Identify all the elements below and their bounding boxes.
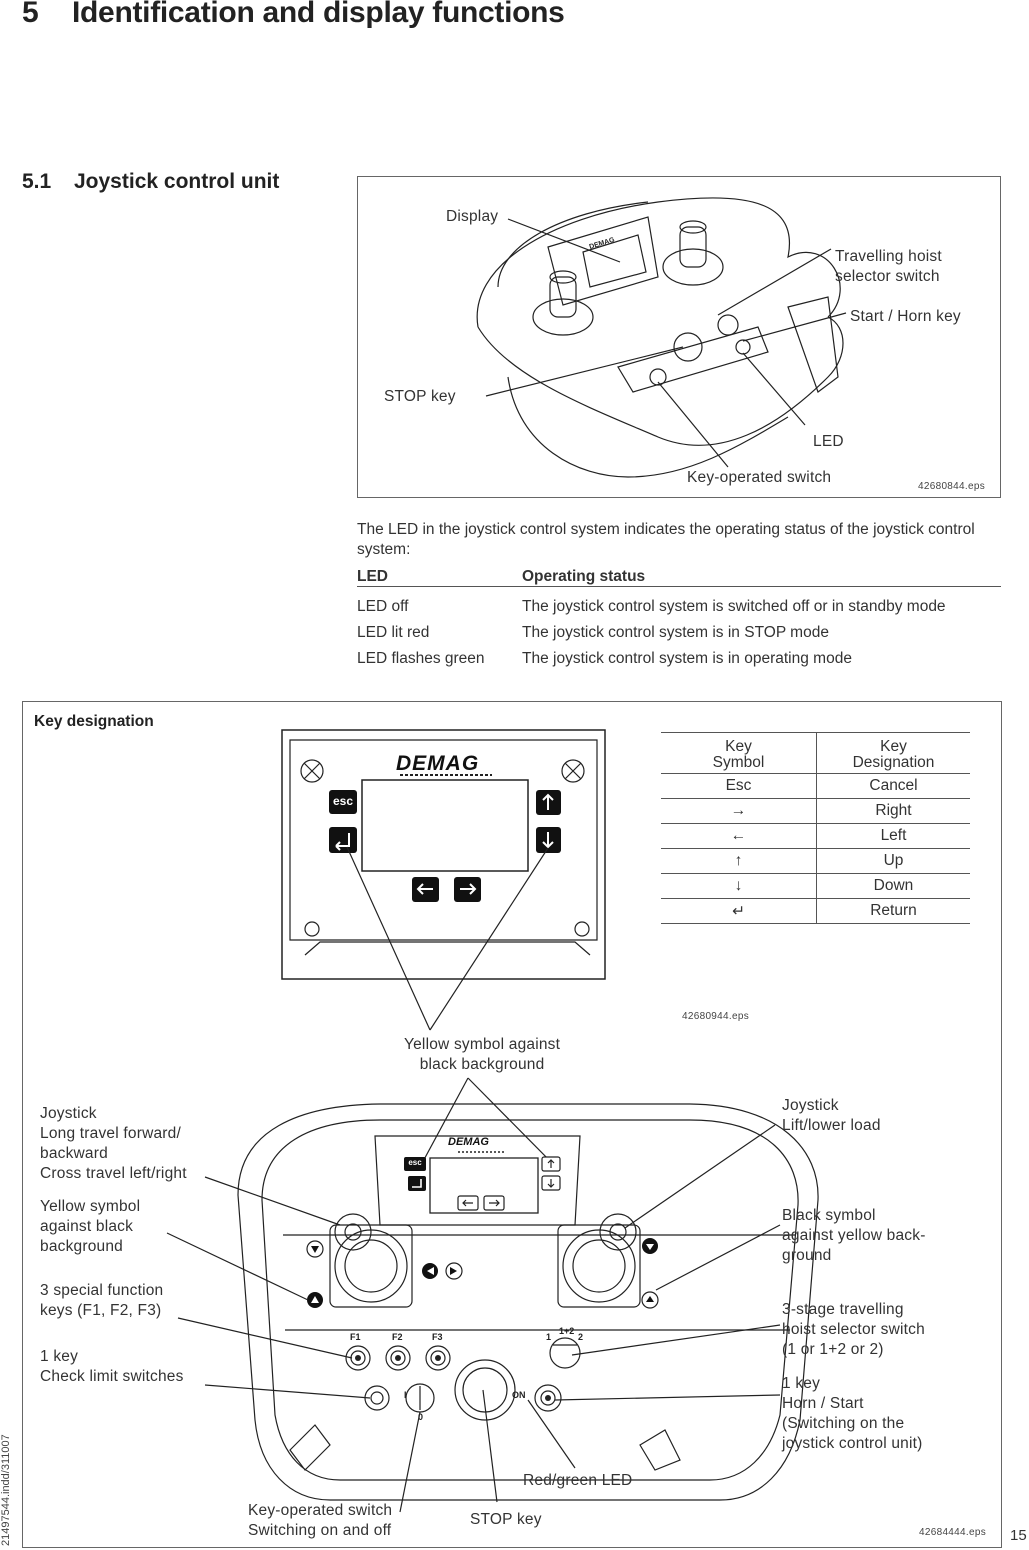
callout-joystick-right: Joystick Lift/lower load [782,1097,881,1134]
callout-special-keys: 3 special function keys (F1, F2, F3) [40,1282,164,1319]
table-row [661,874,970,899]
callout-limit-key: 1 key Check limit switches [40,1348,184,1385]
led-intro-text: The LED in the joystick control system indicates the operating status of the joystick control system: [357,521,975,558]
esc-key-label: esc [332,794,354,808]
callout-travelling-hoist: Travelling hoist selector switch [835,248,942,285]
callout-led: LED [813,433,844,450]
callout-key-switch-fig3: Key-operated switch Switching on and off [248,1502,393,1539]
led-cell: LED off [357,598,409,615]
callout-display: Display [446,208,499,225]
key-symbol: ↵ [661,899,817,924]
status-cell: The joystick control system is in operating mode [522,650,852,667]
fig3-esc-label: esc [408,1158,422,1167]
label-sel-1: 1 [546,1332,552,1342]
table-row [661,824,970,849]
section-number: 5.1 [22,170,52,193]
key-table-header [661,733,970,774]
callout-yellow-symbol-left: Yellow symbol against black background [40,1198,141,1255]
label-one: I [404,1390,407,1400]
led-header-led: LED [357,566,522,587]
key-designation: Left [817,824,971,849]
chapter-title: Identification and display functions [72,0,565,29]
figure3-filename: 42684444.eps [919,1527,986,1538]
led-cell: LED flashes green [357,650,485,667]
chapter-number: 5 [22,0,39,29]
callout-start-horn: Start / Horn key [850,308,961,325]
callout-black-symbol: Black symbol against yellow back- ground [782,1207,926,1264]
label-sel-12: 1+2 [559,1326,575,1336]
callout-stop-key: STOP key [384,388,456,405]
label-on: ON [512,1390,526,1400]
figure1-filename: 42680844.eps [918,481,985,492]
key-designation: Down [817,874,971,899]
key-designation: Up [817,849,971,874]
key-header-symbol: Key Symbol [661,733,817,774]
label-f2: F2 [392,1332,403,1342]
sidebar-file-reference: 21497544.indd/311007 [0,1434,12,1546]
key-symbol: → [661,799,817,824]
label-f1: F1 [350,1332,361,1342]
status-cell: The joystick control system is in STOP mode [522,624,829,641]
label-f3: F3 [432,1332,443,1342]
callout-yellow-symbol: Yellow symbol against black background [404,1036,561,1073]
key-symbol: Esc [661,774,817,799]
callout-joystick-left: Joystick Long travel forward/ backward Cross travel left/right [40,1105,187,1182]
key-symbol: ← [661,824,817,849]
key-symbol: ↓ [661,874,817,899]
figure2-filename: 42680944.eps [682,1011,749,1022]
table-row [661,799,970,824]
table-row [661,899,970,924]
table-row [661,774,970,799]
led-header-status: Operating status [522,566,1001,587]
key-header-designation: Key Designation [817,733,971,774]
label-zero: 0 [418,1412,424,1422]
callout-hoist-selector: 3-stage travelling hoist selector switch (1 or 1+2 or 2) [782,1301,925,1358]
key-designation-title: Key designation [34,713,154,730]
key-designation: Cancel [817,774,971,799]
key-symbol: ↑ [661,849,817,874]
fig3-brand-logo: DEMAG [448,1136,489,1148]
led-cell: LED lit red [357,624,430,641]
brand-logo: DEMAG [396,752,480,775]
callout-stop-key-fig3: STOP key [470,1511,542,1528]
key-symbol-table [661,732,970,924]
key-designation: Return [817,899,971,924]
fig1-brand: DEMAG [588,236,616,251]
callout-key-switch: Key-operated switch [687,469,832,486]
label-sel-2: 2 [578,1332,584,1342]
callout-horn-key: 1 key Horn / Start (Switching on the joystick control unit) [782,1375,923,1452]
section-title: Joystick control unit [74,170,280,193]
key-designation: Right [817,799,971,824]
page-number: 15 [1010,1527,1027,1544]
status-cell: The joystick control system is switched off or in standby mode [522,598,946,615]
callout-red-green-led: Red/green LED [523,1472,633,1489]
table-row [661,849,970,874]
